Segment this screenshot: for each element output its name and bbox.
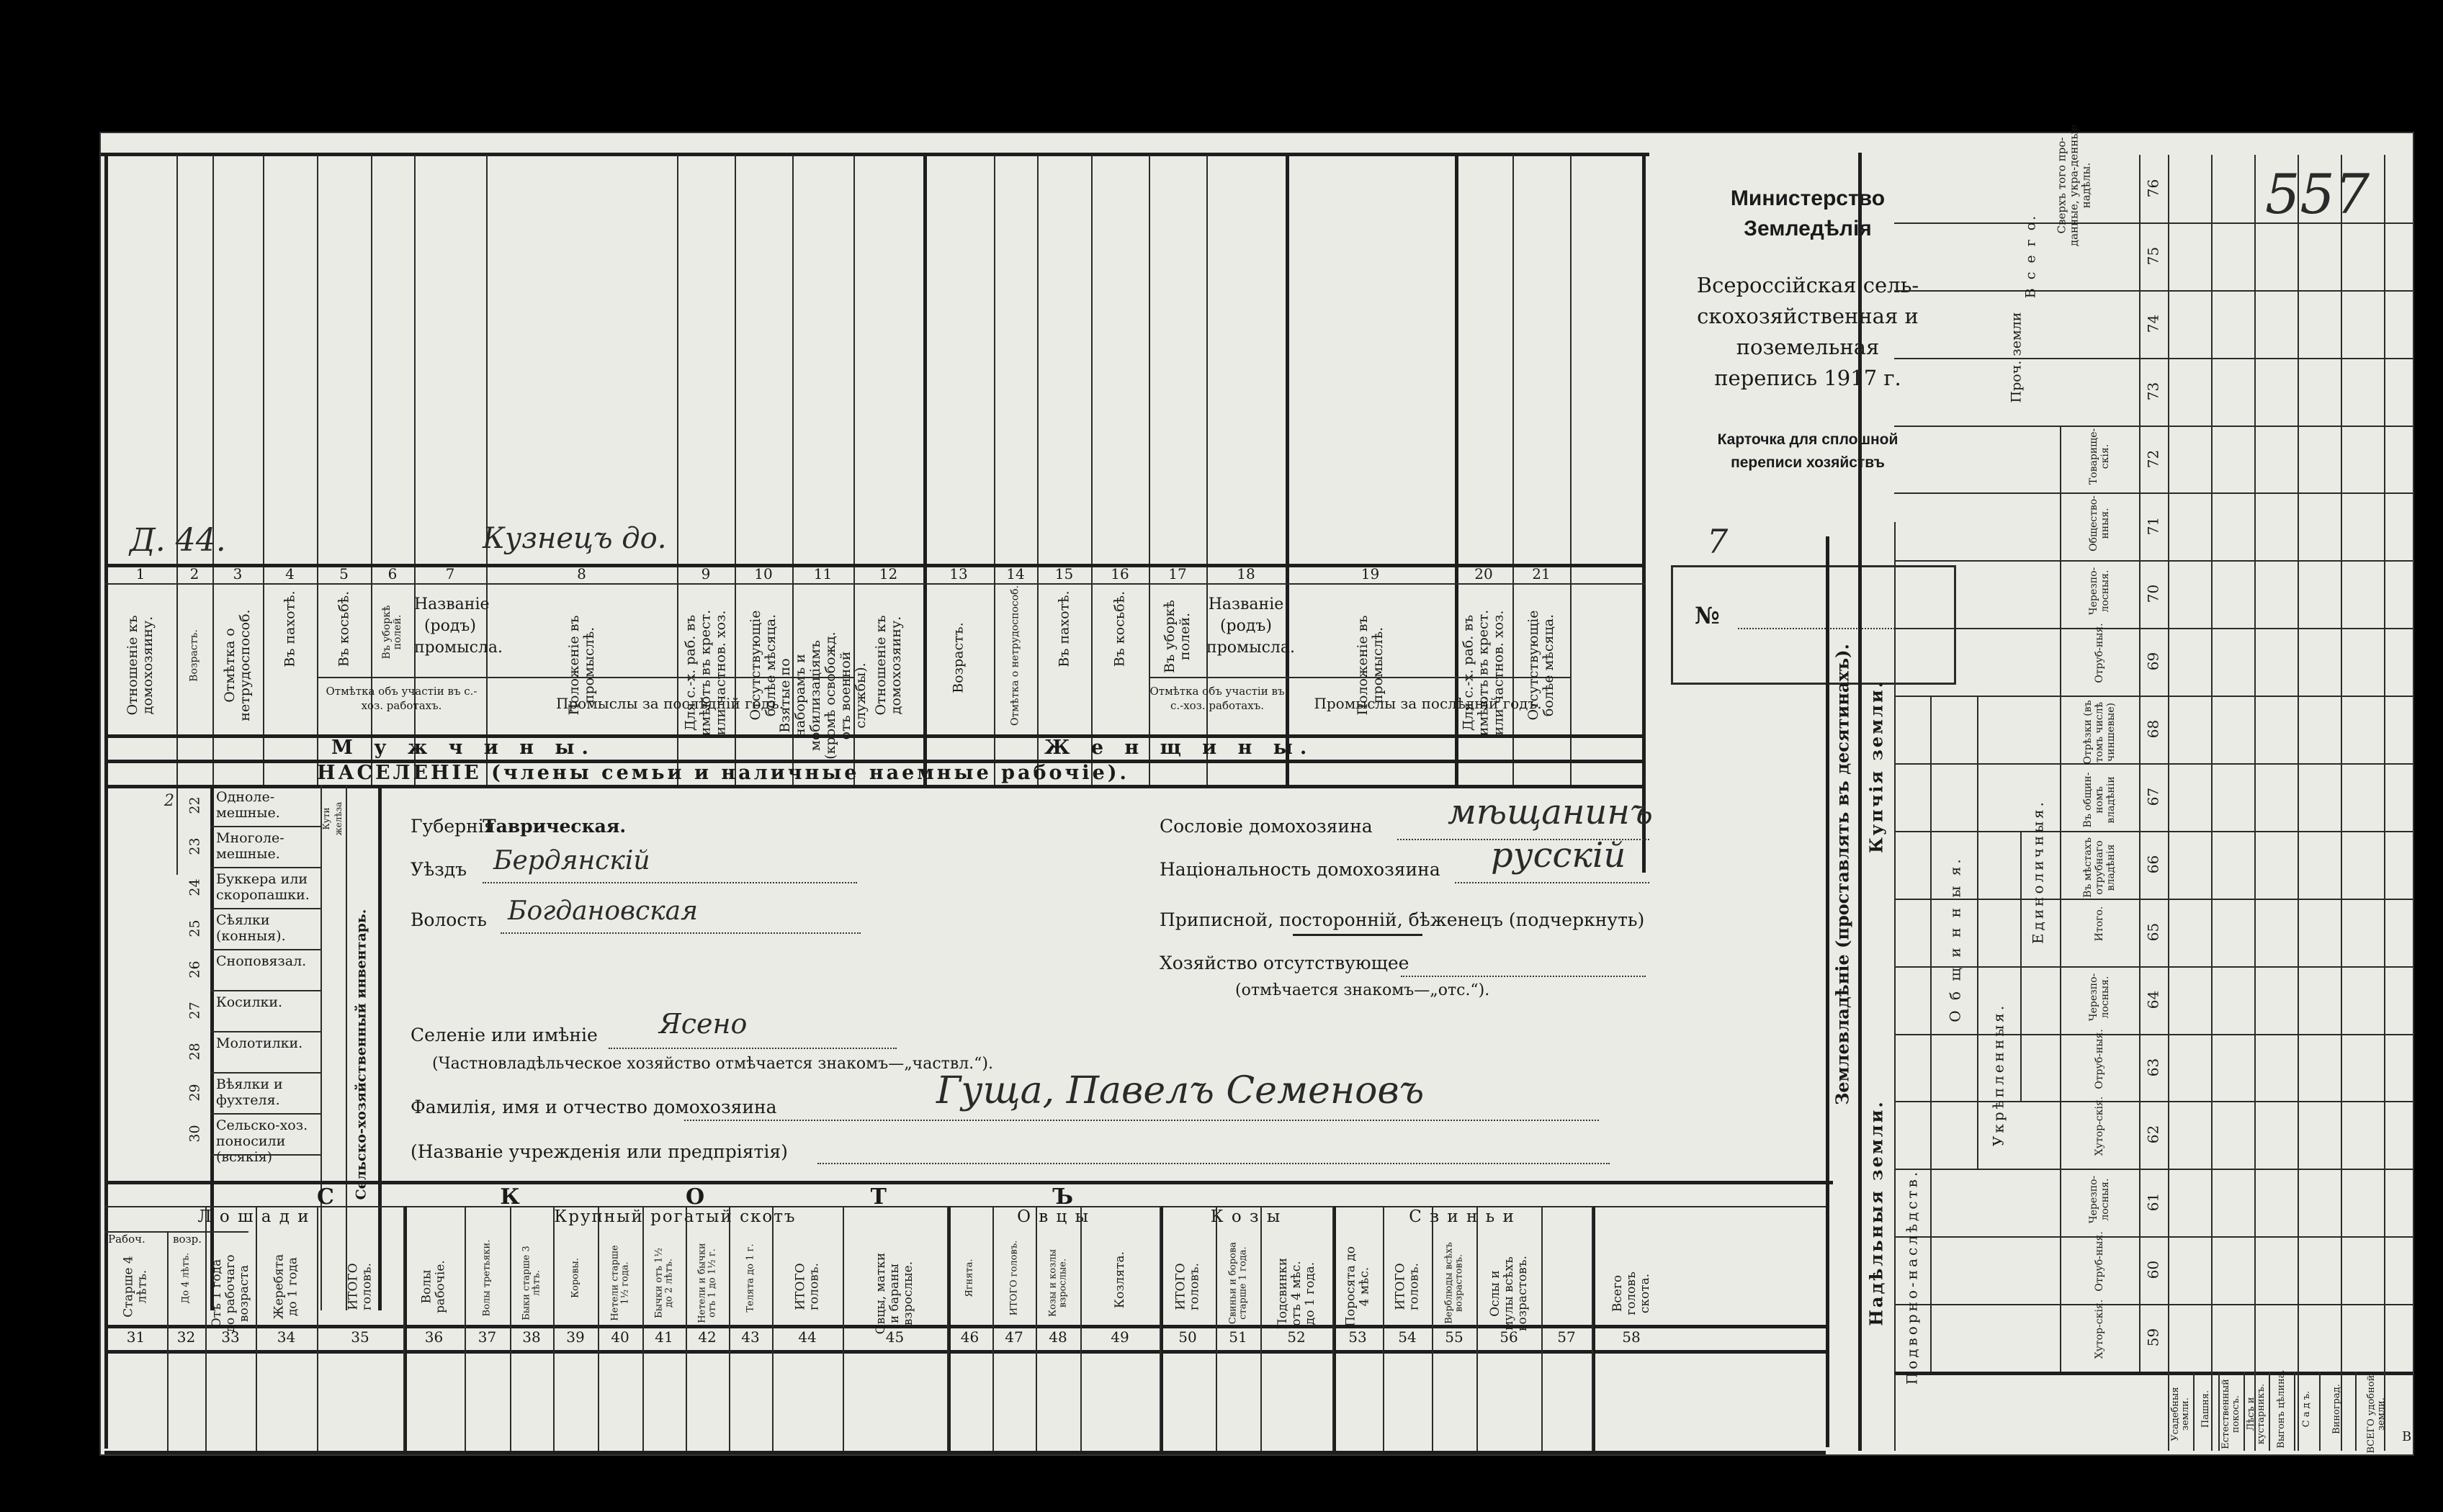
land-col-number: 75 (2144, 246, 2162, 266)
trade-name-header: Названіе (родъ) промысла. (1206, 595, 1296, 657)
land-col-header: Отруб-ныя. (2094, 623, 2105, 683)
livestock-col-number: 44 (798, 1328, 817, 1346)
pop-col-line (923, 155, 927, 785)
pop-col-line (735, 155, 736, 785)
livestock-col-header: Нетели старше 1½ года. (609, 1244, 630, 1321)
livestock-col-header: ИТОГО головъ. (346, 1262, 374, 1310)
livestock-col-number: 53 (1348, 1328, 1367, 1346)
livestock-group-label: С в и н ь и (1409, 1207, 1515, 1226)
pop-col-number: 15 (1054, 565, 1074, 582)
inventory-row-number: 23 (187, 837, 203, 855)
land-col-header: Отруб-ныя. (2094, 1231, 2105, 1292)
inventory-row-number: 30 (187, 1124, 203, 1143)
inventory-title: Сельско-хозяйственный инвентарь. (353, 909, 369, 1200)
pop-col-line (1455, 155, 1458, 785)
census-line3: поземельная (1736, 335, 1880, 359)
livestock-col-header: Свиньи и борова старше 1 года. (1227, 1241, 1248, 1324)
livestock-col-number: 50 (1178, 1328, 1197, 1346)
pop-col-line (1037, 155, 1039, 785)
livestock-col-number: 43 (741, 1328, 760, 1346)
participation-group-label: Отмѣтка объ участіи въ с.-хоз. работахъ. (326, 685, 478, 712)
hand-trade: Кузнецъ до. (483, 522, 667, 555)
population-title: НАСЕЛЕНІЕ (члены семьи и наличные наемные рабочіе). (317, 762, 1129, 784)
stamp-number: 557 (2265, 162, 2370, 226)
pop-col-header: Въ пахотѣ. (282, 590, 297, 667)
pop-col-number: 14 (1006, 565, 1025, 582)
census-line4: перепись 1917 г. (1714, 366, 1901, 390)
trades-group-label: Промыслы за послѣдній годъ. (555, 695, 784, 712)
pop-col-number: 4 (285, 565, 295, 582)
land-col-number: 71 (2144, 517, 2162, 536)
absent-note: (отмѣчается знакомъ—„отс.“). (1235, 981, 1490, 999)
ministry-line2: Земледѣлія (1744, 217, 1872, 240)
land-edinol: Единоличныя. (2029, 798, 2047, 944)
land-bottom-label: Усадебныя земли. (2169, 1387, 2191, 1441)
land-col-number: 66 (2144, 855, 2162, 874)
inventory-row-label: Вѣялки и фухтеля. (216, 1076, 283, 1108)
pop-col-header: Въ уборкѣ полей. (381, 605, 403, 660)
livestock-group-label: Крупный рогатый скотъ (554, 1207, 797, 1226)
volost-label: Волость (411, 909, 487, 930)
pop-col-header: Возрастъ. (188, 629, 200, 682)
absent-label: Хозяйство отсутствующее (1160, 953, 1409, 973)
land-col-header: Хутор-скія. (2094, 1097, 2105, 1156)
livestock-col-number: 56 (1500, 1328, 1518, 1346)
livestock-col-header: ИТОГО головъ. (793, 1262, 821, 1310)
pop-col-line (677, 155, 678, 785)
ministry-title (1657, 184, 1959, 244)
pop-col-header: Отмѣтка о нетрудоспособ. (1009, 585, 1021, 726)
soslovie-value: мѣщанинъ (1448, 792, 1653, 832)
livestock-col-number: 31 (126, 1328, 145, 1346)
livestock-col-header: Нетели и бычки отъ 1 до 1½ г. (696, 1242, 717, 1323)
inventory-row-number: 25 (187, 919, 203, 937)
livestock-col-number: 39 (566, 1328, 585, 1346)
land-nadel-label: Надѣльныя земли. (1865, 1099, 1887, 1326)
livestock-col-header: Быки старше 3 лѣтъ. (521, 1245, 542, 1320)
livestock-col-number: 48 (1049, 1328, 1067, 1346)
livestock-col-header: Козлята. (1112, 1251, 1127, 1308)
livestock-col-number: 49 (1111, 1328, 1129, 1346)
census-line1: Всероссійская сель- (1696, 273, 1919, 297)
inventory-row-number: 26 (187, 960, 203, 978)
inventory-row-number: 27 (187, 1001, 203, 1020)
land-col-header: Черезпо-лосныя. (2088, 1176, 2111, 1224)
pop-col-header: Отношеніе къ домохозяину. (872, 615, 904, 716)
inventory-row-number: 22 (187, 796, 203, 814)
pop-col-number: 18 (1237, 565, 1255, 582)
horse-subhead-age: возр. (173, 1233, 202, 1246)
pop-right-border (1642, 153, 1646, 873)
number-label: № (1695, 602, 1720, 629)
land-bottom-label: Виноград. (2331, 1384, 2342, 1434)
land-col-header: Въ общин-номъ владѣніи (2082, 772, 2117, 828)
livestock-col-number: 40 (611, 1328, 629, 1346)
land-bottom-label: Естественный покосъ. (2220, 1379, 2241, 1449)
pop-col-header: Положеніе въ промыслѣ. (565, 615, 597, 716)
livestock-col-header: Волы третьяки. (481, 1239, 493, 1316)
land-col-number: 70 (2144, 585, 2162, 603)
livestock-col-number: 57 (1557, 1328, 1576, 1346)
hand-code: Д. 44. (130, 522, 226, 559)
guberniya-value: Таврическая. (483, 816, 627, 837)
livestock-col-number: 42 (698, 1328, 717, 1346)
inventory-row-label: Многоле-мешные. (216, 830, 284, 862)
pop-col-line (176, 155, 178, 875)
pop-col-number: 8 (577, 565, 586, 582)
selo-label: Селеніе или имѣніе (411, 1025, 598, 1045)
pop-col-header: Въ косьбѣ. (1111, 590, 1128, 667)
inventory-row-label: Молотилки. (216, 1035, 303, 1051)
ministry-line1: Министерство (1730, 186, 1886, 210)
livestock-col-number: 52 (1287, 1328, 1306, 1346)
fio-label: Фамилія, имя и отчество домохозяина (411, 1097, 777, 1117)
institution-label: (Названіе учрежденія или предпріятія) (411, 1141, 788, 1162)
livestock-col-number: 58 (1622, 1328, 1641, 1346)
livestock-col-header: ИТОГО головъ. (1008, 1240, 1019, 1315)
inventory-row-label: Сноповязал. (216, 953, 307, 969)
livestock-col-header: Верблюды всѣхъ возрастовъ. (1443, 1241, 1464, 1324)
livestock-col-number: 34 (277, 1328, 296, 1346)
pop-col-number: 20 (1474, 565, 1493, 582)
livestock-col-header: ИТОГО головъ. (1393, 1262, 1421, 1310)
land-col-number: 72 (2144, 449, 2162, 468)
pop-col-number: 13 (949, 565, 968, 582)
pop-col-line (1091, 155, 1093, 785)
land-col-header: Товарище-скія. (2088, 428, 2111, 485)
land-col-header: Итого. (2094, 906, 2105, 942)
land-prochie: Проч. земли (2008, 312, 2025, 403)
livestock-col-number: 32 (176, 1328, 196, 1346)
land-col-header: Черезпо-лосныя. (2088, 567, 2111, 616)
census-card (101, 124, 2413, 1454)
pop-col-header: Отношеніе къ домохозяину. (125, 615, 156, 716)
pop-col-line (1286, 155, 1289, 785)
selo-value: Ясено (659, 1008, 748, 1040)
pop-col-header: Отсутствующіе болѣе мѣсяца. (1525, 610, 1556, 721)
land-col-number: 60 (2144, 1260, 2162, 1279)
inventory-side-note: Кути желѣза (321, 801, 344, 836)
pop-col-number: 3 (233, 565, 243, 582)
livestock-col-number: 41 (655, 1328, 673, 1346)
livestock-col-number: 38 (522, 1328, 541, 1346)
pop-col-header: Положеніе въ промыслѣ. (1354, 615, 1386, 716)
uezd-label: Уѣздъ (411, 859, 467, 880)
land-col-number: 73 (2144, 382, 2162, 400)
status-label: Приписной, посторонній, бѣженецъ (подчеркнуть) (1160, 909, 1645, 930)
land-col-number: 67 (2144, 787, 2162, 806)
land-podvor: Подворно-наслѣдств. (1903, 1169, 1921, 1385)
land-col-number: 76 (2144, 179, 2162, 198)
card-line1: Карточка для сплошной (1717, 431, 1899, 448)
women-label: Ж е н щ и н ы. (1044, 737, 1314, 759)
soslovie-label: Сословіе домохозяина (1160, 816, 1373, 837)
card-title (1649, 428, 1966, 474)
land-ukrepl: Укрѣпленныя. (1989, 1002, 2007, 1146)
land-title: Землевладѣніе (проставлять въ десятинахъ). (1832, 644, 1853, 1105)
inventory-row-number: 29 (187, 1083, 203, 1102)
pop-col-number: 11 (813, 565, 833, 582)
livestock-group-label: Л о ш а д и (197, 1207, 310, 1226)
land-col-number: 64 (2144, 990, 2162, 1009)
participation-group-label: Отмѣтка объ участіи въ с.-хоз. работахъ. (1149, 685, 1285, 712)
livestock-col-header: Козы и козлы взрослые. (1047, 1248, 1068, 1317)
selo-note: (Частновладѣльческое хозяйство отмѣчается знакомъ—„частвл.“). (432, 1055, 994, 1073)
land-col-header: Отруб-ныя. (2094, 1028, 2105, 1089)
livestock-col-header: Волы рабочіе. (419, 1259, 448, 1313)
inv-extra-mark: 2 (164, 792, 174, 810)
land-bottom-label: Лѣсъ и кустарникъ. (2245, 1383, 2267, 1445)
land-bottom-letter: В (2402, 1429, 2412, 1444)
volost-value: Богдановская (508, 896, 698, 926)
land-col-number: 74 (2144, 314, 2162, 333)
pop-col-header: Отсутствующіе болѣе мѣсяца. (748, 610, 779, 721)
land-col-number: 59 (2144, 1328, 2162, 1347)
livestock-col-header: Бычки отъ 1½ до 2 лѣтъ. (653, 1247, 674, 1318)
census-title (1649, 270, 1966, 394)
livestock-col-header: Поросята до 4 мѣс. (1343, 1246, 1371, 1327)
livestock-col-header: Телята до 1 г. (745, 1243, 756, 1313)
land-col-number: 65 (2144, 922, 2162, 941)
land-bottom-label: ВСЕГО удобной земли. (2366, 1374, 2387, 1454)
livestock-col-header: Подсвинки отъ 4 мѣс. до 1 года. (1275, 1257, 1317, 1329)
pop-col-number: 21 (1532, 565, 1551, 582)
pop-col-header: Въ уборкѣ полей. (1162, 600, 1193, 673)
land-col-header: Въ мѣстахъ отрубнаго владѣнія (2082, 837, 2117, 898)
land-col-number: 61 (2144, 1193, 2162, 1212)
livestock-col-number: 47 (1005, 1328, 1023, 1346)
livestock-col-number: 55 (1445, 1328, 1463, 1346)
inventory-row-label: Сельско-хоз. поносили (всякія) (216, 1117, 308, 1165)
inventory-row-label: Сѣялки (конныя). (216, 912, 286, 944)
land-col-number: 62 (2144, 1125, 2162, 1144)
livestock-col-header: Овцы, матки и бараны взрослые. (874, 1252, 915, 1334)
inventory-row-label: Буккера или скоропашки. (216, 871, 310, 903)
livestock-title: С К О Т Ъ (317, 1184, 1095, 1210)
pop-col-number: 9 (701, 565, 711, 582)
inventory-row-label: Косилки. (216, 994, 283, 1010)
land-bottom-label: Выгонъ цѣлина. (2275, 1369, 2287, 1449)
land-col-number: 69 (2144, 652, 2162, 671)
pop-col-number: 12 (879, 565, 898, 582)
pop-col-number: 16 (1111, 565, 1129, 582)
livestock-col-header: Старше 4 лѣтъ. (121, 1255, 150, 1318)
pop-col-header: Для с.-х. раб. въ имѣютъ въ крест. или частнов. хоз. (682, 609, 729, 737)
pop-col-number: 2 (189, 565, 200, 582)
land-top-note: Сверхъ того про-данные, укра-денные надѣлы. (2055, 124, 2093, 247)
livestock-col-header: Всего головъ скота. (1610, 1271, 1652, 1315)
livestock-col-header: Жеребята до 1 года (272, 1254, 300, 1319)
pop-col-number: 10 (754, 565, 773, 582)
land-col-header: Черезпо-лосныя. (2088, 973, 2111, 1021)
livestock-col-number: 54 (1398, 1328, 1417, 1346)
livestock-col-number: 36 (424, 1328, 444, 1346)
inventory-row-label: Одноле-мешные. (216, 789, 280, 821)
men-label: М у ж ч и н ы. (331, 737, 596, 759)
guberniya-label: Губернія (411, 816, 496, 837)
land-bottom-label: Пашня. (2200, 1390, 2211, 1428)
livestock-col-header: До 4 лѣтъ. (180, 1252, 192, 1303)
pop-col-number: 1 (135, 565, 145, 582)
fio-value: Гуща, Павелъ Семеновъ (936, 1069, 1425, 1112)
land-obshch: О б щ и н н ы я. (1946, 856, 1964, 1022)
livestock-group-label: О в ц ы (1017, 1207, 1090, 1226)
pop-col-number: 7 (445, 565, 455, 582)
pop-col-header: Взятые по наборамъ и мобилизаціямъ (кромѣ освобожд. отъ военной службы). (776, 631, 869, 760)
pop-col-header: Для с.-х. раб. въ имѣютъ въ крест. или частнов. хоз. (1460, 609, 1507, 737)
pop-col-header: Въ пахотѣ. (1056, 590, 1072, 667)
land-col-number: 68 (2144, 719, 2162, 739)
card-line2: переписи хозяйствъ (1731, 454, 1885, 471)
pop-col-number: 19 (1361, 565, 1380, 582)
uezd-value: Бердянскій (493, 846, 650, 876)
livestock-col-header: Коровы. (570, 1257, 581, 1298)
land-col-header: Хутор-скія. (2094, 1299, 2105, 1359)
pop-col-header: Возрастъ. (950, 622, 967, 693)
nationality-label: Національность домохозяина (1160, 859, 1440, 880)
pop-col-line (263, 155, 264, 785)
land-kupch-label: Купчія земли. (1865, 679, 1887, 854)
pop-col-line (1570, 155, 1572, 785)
card-number-value: 7 (1707, 522, 1729, 561)
land-bottom-label: С а д ъ. (2300, 1390, 2312, 1428)
pop-col-header: Въ косьбѣ. (336, 590, 351, 667)
trade-name-header: Названіе (родъ) промысла. (414, 595, 503, 657)
number-box (1671, 565, 1956, 685)
inventory-row-number: 28 (187, 1042, 203, 1061)
livestock-col-number: 51 (1229, 1328, 1247, 1346)
pop-col-number: 5 (339, 565, 349, 582)
left-border (104, 153, 108, 1449)
livestock-col-number: 35 (351, 1328, 369, 1346)
livestock-col-header: Ягнята. (964, 1258, 975, 1297)
nationality-value: русскій (1491, 835, 1626, 876)
inventory-row-number: 24 (187, 878, 203, 896)
pop-col-line (486, 155, 488, 785)
land-vsego: В с е г о. (2022, 213, 2039, 299)
livestock-col-number: 46 (960, 1328, 980, 1346)
land-col-header: Общество-нныя. (2088, 495, 2111, 552)
pop-col-number: 17 (1168, 565, 1187, 582)
pop-col-line (212, 155, 214, 875)
land-col-header: Отрѣзки (въ томъ числѣ чиншевые) (2082, 700, 2117, 765)
livestock-col-number: 33 (221, 1328, 240, 1346)
top-border (101, 153, 1649, 156)
horse-subhead-work: Рабоч. (108, 1233, 145, 1246)
livestock-col-header: Ослы и мулы всѣхъ возрастовъ. (1487, 1255, 1530, 1331)
land-col-number: 63 (2144, 1058, 2162, 1076)
livestock-col-header: Отъ 1 года до рабочаго возраста (209, 1254, 251, 1333)
pop-col-line (994, 155, 995, 785)
pop-col-number: 6 (387, 565, 398, 582)
census-line2: скохозяйственная и (1697, 304, 1919, 328)
livestock-col-header: ИТОГО головъ. (1173, 1262, 1201, 1310)
trades-group-label: Промыслы за послѣдній годъ. (1314, 695, 1542, 712)
pop-col-line (1512, 155, 1514, 785)
livestock-col-number: 37 (478, 1328, 497, 1346)
livestock-group-label: К о з ы (1210, 1207, 1282, 1226)
status-underline (1293, 934, 1422, 936)
pop-col-header: Отмѣтка о нетрудоспособ. (222, 609, 253, 721)
livestock-col-number: 45 (885, 1328, 905, 1346)
